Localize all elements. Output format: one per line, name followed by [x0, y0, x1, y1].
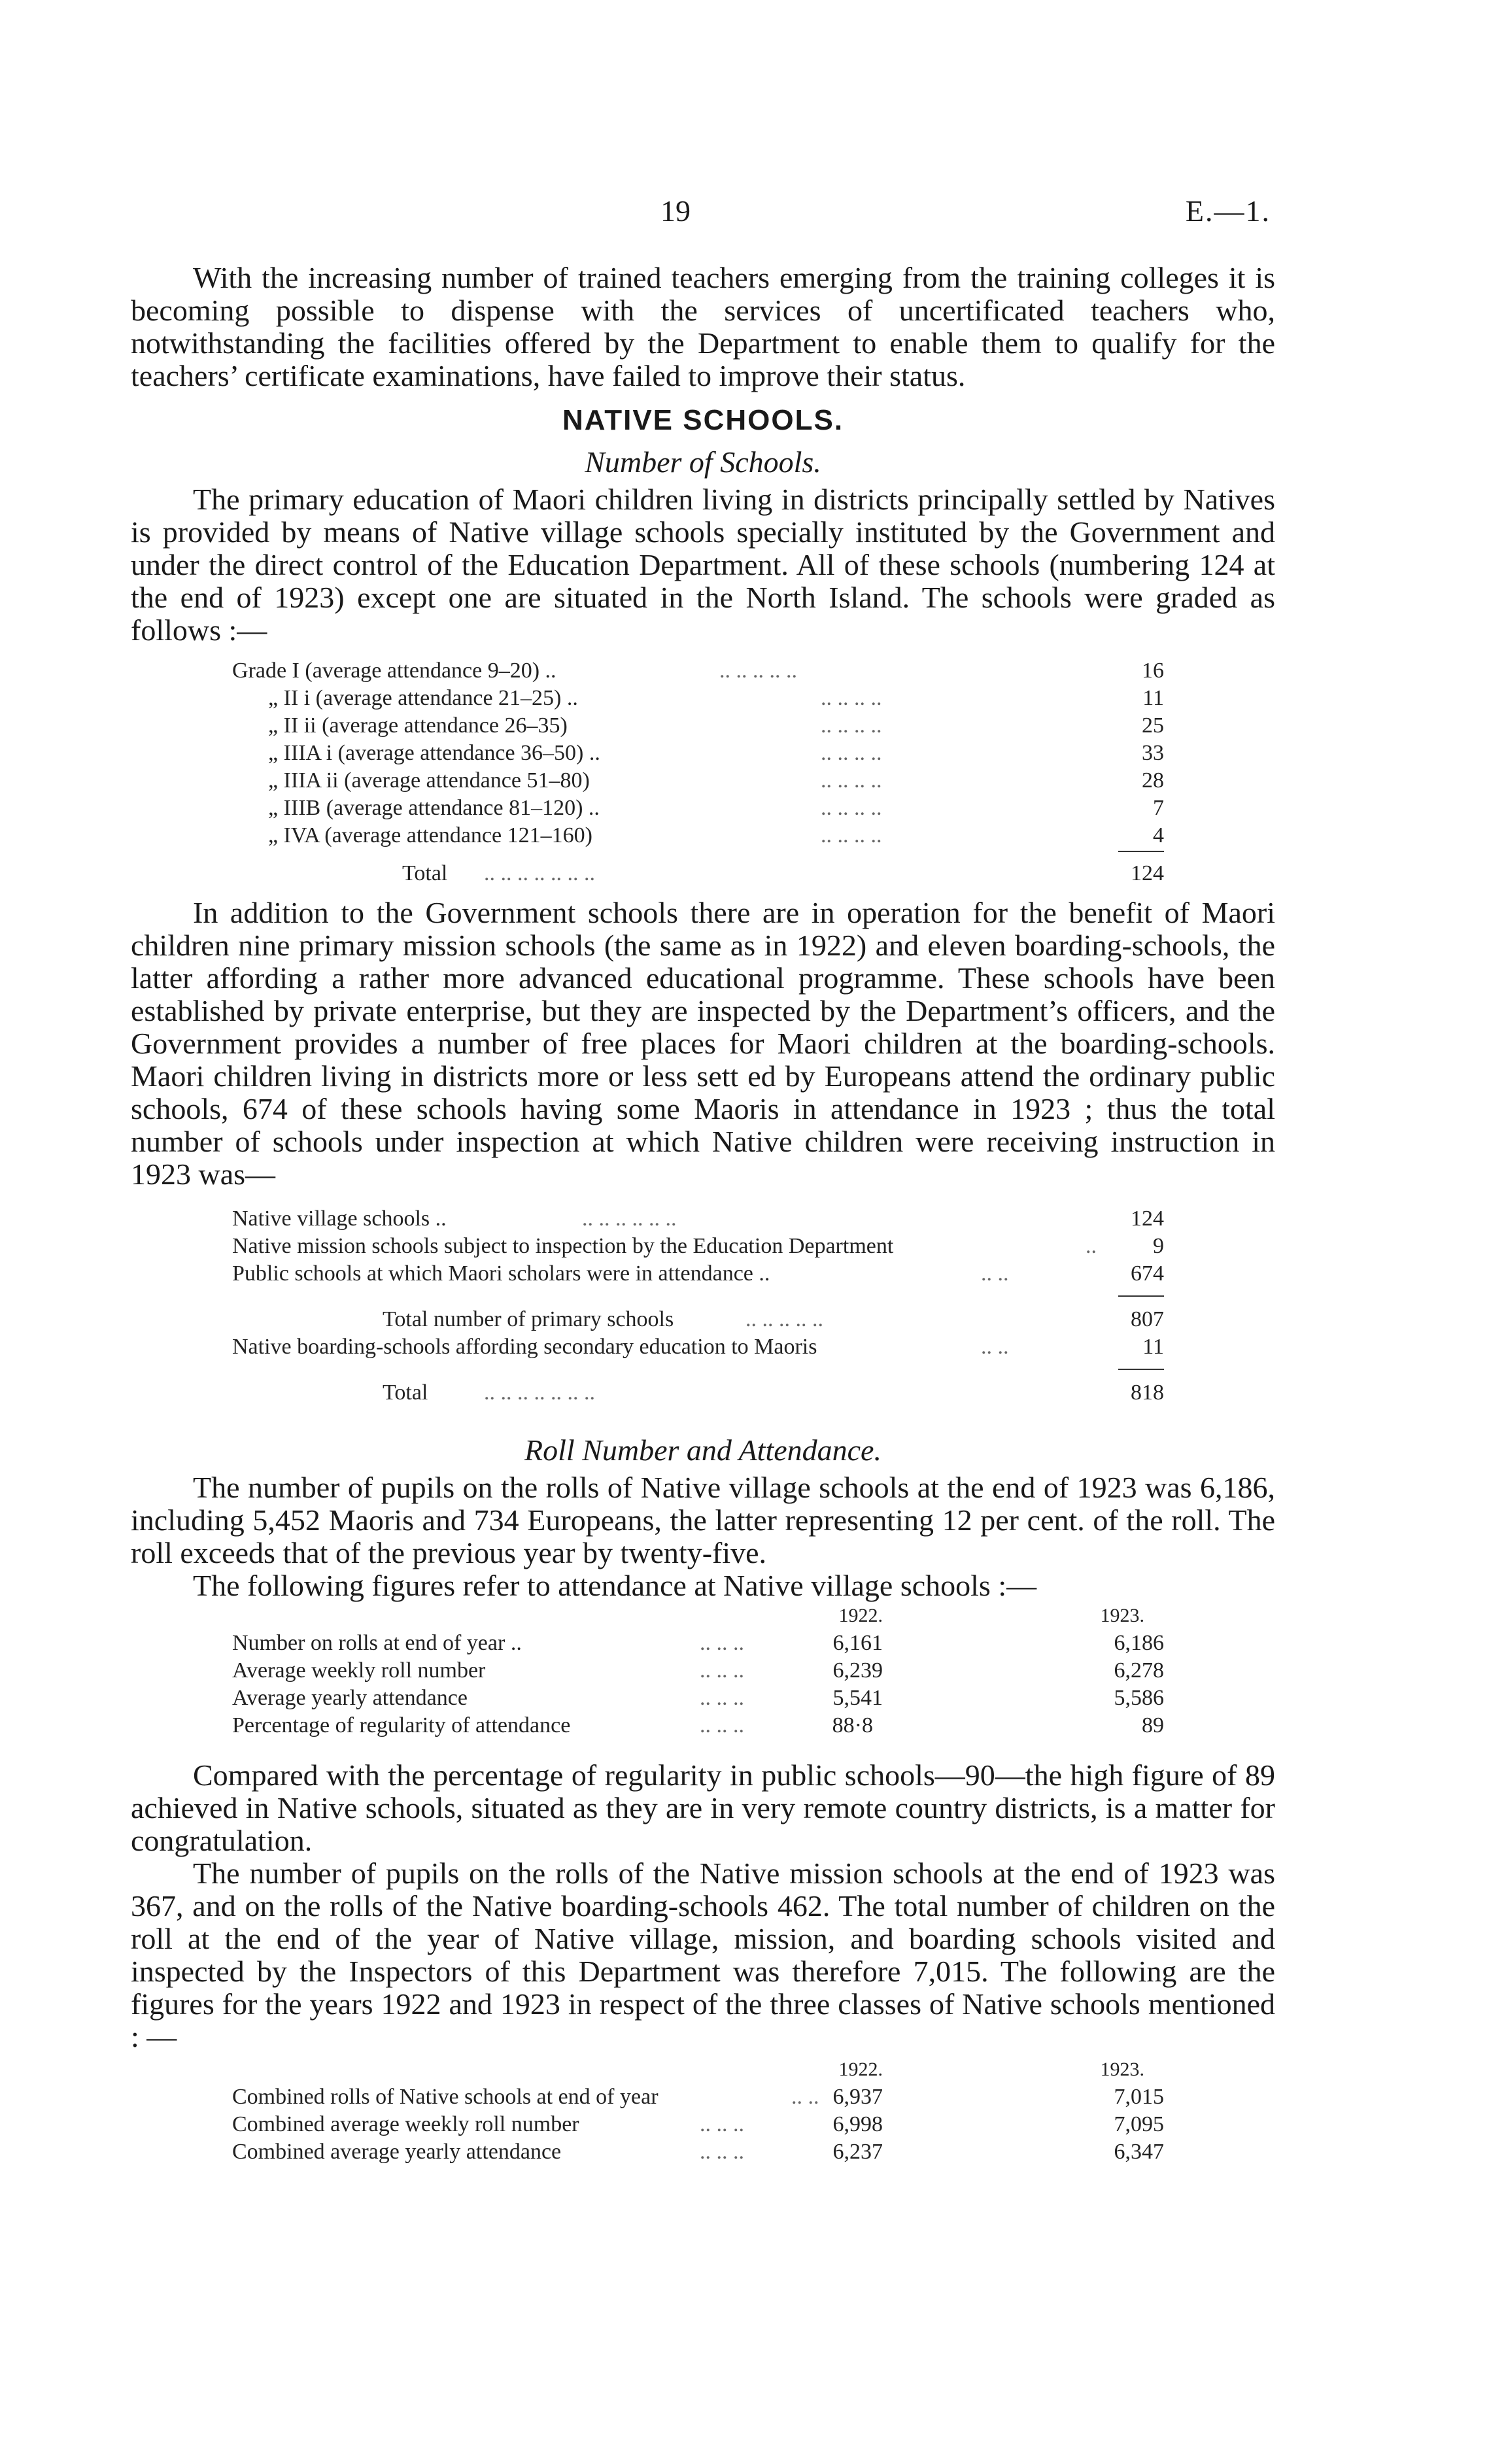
grade-value: 25: [1142, 713, 1164, 738]
grade-row: „ IIIA i (average attendance 36–50) .. .. .. .. .. 33: [131, 740, 1164, 767]
combined-label: Combined rolls of Native schools at end of year: [232, 2085, 659, 2109]
grade-row: „ II i (average attendance 21–25) .. .. .. .. .. 11: [131, 685, 1164, 712]
attendance-label: Number on rolls at end of year ..: [232, 1631, 522, 1655]
combined-header-row: [131, 2056, 1164, 2083]
grade-value: 7: [1153, 796, 1164, 820]
attendance-row: Number on rolls at end of year .. .. .. .. 6,161 6,186: [131, 1630, 1164, 1657]
grades-total-label: Total: [402, 861, 448, 885]
attendance-1922-value: 88·8: [832, 1713, 873, 1737]
sum-rule: [131, 1294, 1164, 1299]
paragraph-regularity: Compared with the percentage of regularity in public schools—90—the high figure of 89 achieved in Native schools, situated as they are in very remote country districts, is a matter for congratulation.: [131, 1758, 1275, 1857]
grade-row: „ IVA (average attendance 121–160) .. .. .. .. 4: [131, 822, 1164, 849]
schools-total-row: Total .. .. .. .. .. .. .. 818: [131, 1379, 1164, 1407]
schools-subtotal-value: 807: [1131, 1307, 1164, 1331]
combined-row: Combined average yearly attendance .. .. .. 6,237 6,347: [131, 2138, 1164, 2166]
grade-row: „ II ii (average attendance 26–35) .. .. .. .. 25: [131, 712, 1164, 740]
paragraph-combined-rolls: The number of pupils on the rolls of the Native mission schools at the end of 1923 was 367, and on the rolls of the Native boarding-schools 462. The total number of children on the roll at the end of the year of Native village, mission, and boarding schools visited and inspected by the Inspectors of this Department was therefore 7,015. The following are the figures for the years 1922 and 1923 in respect of the three classes of Native schools mentioned : —: [131, 1857, 1275, 2053]
combined-row: Combined average weekly roll number .. .. .. 6,998 7,095: [131, 2111, 1164, 2138]
attendance-header-row: [131, 1602, 1164, 1630]
subheading-number-of-schools: Number of Schools.: [585, 445, 821, 479]
grade-value: 4: [1153, 823, 1164, 847]
section-heading: NATIVE SCHOOLS.: [562, 404, 844, 436]
grade-row: „ IIIB (average attendance 81–120) .. .. .. .. .. 7: [131, 795, 1164, 822]
year-1922-header: 1922.: [838, 2059, 883, 2080]
combined-1923-value: 6,347: [1114, 2140, 1164, 2164]
attendance-1923-value: 5,586: [1114, 1686, 1164, 1710]
paragraph-mission-schools: In addition to the Government schools there are in operation for the benefit of Maori children nine primary mission schools (the same as in 1922) and eleven boarding-schools, the latter affording a rather more advanced educational programme. These schools have been established by private enterprise, but they are inspected by the Department’s officers, and the Government provides a number of free places for Maori children at the boarding-schools. Maori children living in districts more or less sett ed by Europeans attend the ordinary public schools, 674 of these schools having some Maoris in attendance in 1923 ; thus the total number of schools under inspection at which Native children were receiving instruction in 1923 was—: [131, 896, 1275, 1191]
grade-value: 11: [1142, 686, 1164, 710]
schools-boarding-label: Native boarding-schools affording secondary education to Maoris: [232, 1335, 817, 1359]
grade-label: Grade I (average attendance 9–20) ..: [232, 659, 556, 683]
page-number: 19: [660, 194, 691, 228]
grades-total-value: 124: [1131, 861, 1164, 885]
document-reference: E.—1.: [1185, 194, 1271, 228]
schools-value: 9: [1153, 1234, 1164, 1258]
year-1922-header: 1922.: [838, 1605, 883, 1626]
grade-label: „ IIIA i (average attendance 36–50) ..: [268, 741, 600, 765]
attendance-1923-value: 6,186: [1114, 1631, 1164, 1655]
attendance-1922-value: 6,161: [832, 1631, 883, 1655]
combined-1922-value: 6,237: [832, 2140, 883, 2164]
grade-value: 33: [1142, 741, 1164, 765]
grade-label: „ II ii (average attendance 26–35): [268, 713, 568, 738]
grade-label: „ IIIA ii (average attendance 51–80): [268, 768, 590, 793]
schools-subtotal-label: Total number of primary schools: [383, 1307, 674, 1331]
attendance-label: Average yearly attendance: [232, 1686, 468, 1710]
subheading-roll-number: Roll Number and Attendance.: [524, 1433, 881, 1467]
grade-label: „ II i (average attendance 21–25) ..: [268, 686, 578, 710]
attendance-label: Percentage of regularity of attendance: [232, 1713, 571, 1737]
schools-label: Native village schools ..: [232, 1206, 447, 1231]
schools-value: 674: [1131, 1261, 1164, 1286]
attendance-row: Average yearly attendance .. .. .. 5,541 5,586: [131, 1685, 1164, 1712]
attendance-1922-value: 6,239: [832, 1658, 883, 1683]
paragraph-primary-education: The primary education of Maori children living in districts principally settled by Natives is provided by means of Native village schools specially instituted by the Government and under the direct control of the Education Department. All of these schools (numbering 124 at the end of 1923) except one are situated in the North Island. The schools were graded as follows :—: [131, 483, 1275, 647]
grade-value: 16: [1142, 659, 1164, 683]
combined-1923-value: 7,015: [1114, 2085, 1164, 2109]
combined-label: Combined average weekly roll number: [232, 2112, 579, 2136]
paragraph-attendance-intro: The following figures refer to attendance at Native village schools :—: [193, 1569, 1037, 1602]
combined-label: Combined average yearly attendance: [232, 2140, 562, 2164]
schools-total-value: 818: [1131, 1380, 1164, 1405]
schools-value: 124: [1131, 1206, 1164, 1231]
grade-row: Grade I (average attendance 9–20) .. .. .. .. .. .. 16: [131, 657, 1164, 685]
page-content: [131, 262, 1275, 2166]
year-1923-header: 1923.: [1100, 2059, 1144, 2080]
schools-subtotal-row: Total number of primary schools .. .. .. .. .. 807: [131, 1306, 1164, 1333]
combined-1922-value: 6,998: [832, 2112, 883, 2136]
paragraph-roll-number: The number of pupils on the rolls of Native village schools at the end of 1923 was 6,186, including 5,452 Maoris and 734 Europeans, the latter representing 12 per cent. of the roll. The roll exceeds that of the previous year by twenty-five.: [131, 1471, 1275, 1569]
attendance-1922-value: 5,541: [832, 1686, 883, 1710]
grades-total-row: Total .. .. .. .. .. .. .. 124: [131, 860, 1164, 887]
grade-label: „ IVA (average attendance 121–160): [268, 823, 592, 847]
combined-1923-value: 7,095: [1114, 2112, 1164, 2136]
schools-row: Native village schools .. .. .. .. .. .. .. 124: [131, 1205, 1164, 1233]
schools-row: Native mission schools subject to inspection by the Education Department .. 9: [131, 1233, 1164, 1260]
schools-boarding-value: 11: [1142, 1335, 1164, 1359]
attendance-1923-value: 6,278: [1114, 1658, 1164, 1683]
sum-rule: [131, 849, 1164, 855]
grade-row: „ IIIA ii (average attendance 51–80) .. .. .. .. 28: [131, 767, 1164, 795]
combined-1922-value: 6,937: [832, 2085, 883, 2109]
attendance-label: Average weekly roll number: [232, 1658, 486, 1683]
grades-table: [131, 657, 1164, 887]
grade-label: „ IIIB (average attendance 81–120) ..: [268, 796, 600, 820]
schools-row: Public schools at which Maori scholars were in attendance .. .. .. 674: [131, 1260, 1164, 1288]
schools-total-label: Total: [383, 1380, 428, 1405]
intro-paragraph: With the increasing number of trained teachers emerging from the training colleges it is becoming possible to dispense with the services of uncertificated teachers who, notwithstanding the facilities offered by the Department to enable them to qualify for the teachers’ certificate examinations, have failed to improve their status.: [131, 261, 1275, 392]
attendance-1923-value: 89: [1142, 1713, 1164, 1737]
sum-rule: [131, 1367, 1164, 1373]
combined-row: Combined rolls of Native schools at end of year .. .. 6,937 7,015: [131, 2083, 1164, 2111]
schools-table: [131, 1205, 1164, 1407]
page-header: [0, 194, 1506, 233]
attendance-row: Percentage of regularity of attendance .. .. .. 88·8 89: [131, 1712, 1164, 1739]
year-1923-header: 1923.: [1100, 1605, 1144, 1626]
schools-boarding-row: Native boarding-schools affording secondary education to Maoris .. .. 11: [131, 1333, 1164, 1361]
attendance-row: Average weekly roll number .. .. .. 6,239 6,278: [131, 1657, 1164, 1685]
attendance-table: [131, 1602, 1164, 1739]
grade-value: 28: [1142, 768, 1164, 793]
schools-label: Native mission schools subject to inspection by the Education Department: [232, 1234, 894, 1258]
schools-label: Public schools at which Maori scholars were in attendance ..: [232, 1261, 770, 1286]
combined-table: [131, 2056, 1164, 2166]
